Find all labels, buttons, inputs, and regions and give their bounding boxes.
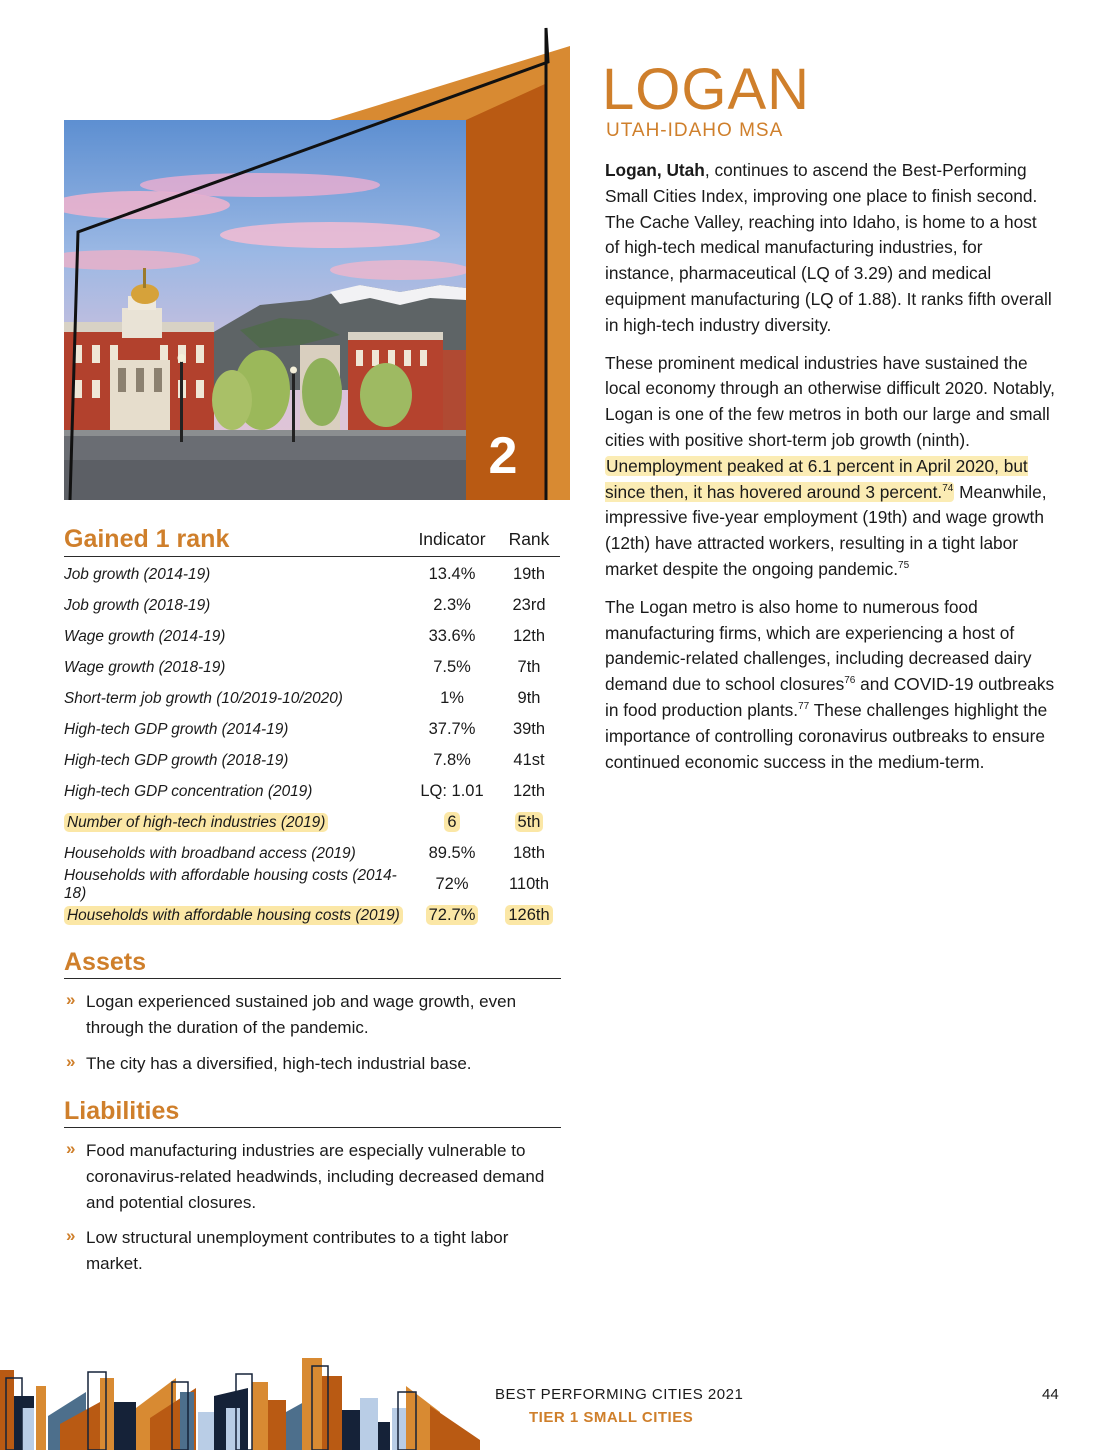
rank-value [498, 906, 560, 925]
city-title: LOGAN [602, 57, 811, 122]
rank-value [498, 782, 560, 801]
body-text [605, 158, 1055, 787]
indicator-value-text: 37.7% [428, 720, 476, 738]
table-row [64, 621, 560, 652]
table-row [64, 807, 560, 838]
chevron-bullet-icon: » [66, 1051, 76, 1071]
row-label [64, 566, 406, 584]
liability-item: Low structural unemployment contributes to a tight labor market. [86, 1228, 509, 1274]
indicator-value-text: 6 [444, 812, 459, 832]
chevron-bullet-icon: » [66, 990, 76, 1009]
indicator-value [406, 720, 498, 739]
row-label-text: Wage growth (2018-19) [64, 658, 226, 676]
liabilities-section [64, 1097, 561, 1277]
indicator-value [406, 627, 498, 646]
row-label [64, 597, 406, 615]
rank-value [498, 627, 560, 646]
rank-column-header: Rank [508, 529, 550, 549]
row-label [64, 845, 406, 863]
rank-value [498, 658, 560, 677]
footnote-77[interactable]: 77 [798, 701, 810, 713]
rank-value-text: 23rd [512, 596, 546, 614]
table-row [64, 776, 560, 807]
row-label [64, 690, 406, 708]
row-label-text: High-tech GDP concentration (2019) [64, 782, 313, 800]
rank-value-text: 12th [512, 627, 546, 645]
p3-text-a: The Logan metro is also home to numerous food manufacturing firms, which are experiencing a host of pandemic-related challenges, including decreased dairy demand due to school closures [605, 596, 1032, 695]
footer-title: BEST PERFORMING CITIES 2021 [495, 1386, 744, 1403]
indicator-value-text: LQ: 1.01 [420, 782, 484, 800]
row-label [64, 783, 406, 801]
indicator-table [64, 520, 560, 931]
assets-bullet [64, 1051, 561, 1077]
chevron-bullet-icon: » [66, 1226, 76, 1246]
liability-item: Food manufacturing industries are especially vulnerable to coronavirus-related headwinds, including decreased demand and potential closures. [86, 1141, 545, 1212]
indicator-value [406, 751, 498, 770]
row-label [64, 659, 406, 677]
table-row [64, 866, 560, 902]
p1-text: , continues to ascend the Best-Performing Small Cities Index, improving one place to finish second. The Cache Valley, reaching into Idaho, is home to a host of high-tech medical manufacturing industries, for instance, pharmaceutical (LQ of 3.29) and medical equipment manufacturing (LQ of 1.88). It ranks fifth overall in high-tech industry diversity. [605, 160, 1052, 335]
table-row [64, 745, 560, 776]
row-label [64, 867, 406, 903]
p2-text-a: These prominent medical industries have sustained the local economy through an otherwise difficult 2020. Notably, Logan is one of the few metros in both our large and small cities with positive short-term job growth (ninth). [605, 352, 1055, 450]
liabilities-bullet [64, 1225, 561, 1277]
table-row [64, 559, 560, 590]
row-label [64, 814, 406, 832]
table-row [64, 714, 560, 745]
table-row [64, 900, 560, 931]
assets-section [64, 948, 561, 1076]
rank-number: 2 [488, 427, 518, 485]
footnote-74[interactable]: 74 [942, 482, 954, 494]
table-body [64, 559, 560, 931]
p2-highlight-text: Unemployment peaked at 6.1 percent in April 2020, but since then, it has hovered around 3 percent. [605, 455, 1028, 502]
row-label [64, 721, 406, 739]
row-label-text: High-tech GDP growth (2018-19) [64, 751, 289, 769]
city-bold: Logan, Utah [605, 160, 705, 180]
rank-value [498, 596, 560, 615]
table-header [64, 520, 560, 557]
rank-value-text: 126th [505, 905, 552, 925]
assets-title: Assets [64, 948, 561, 979]
rank-value-text: 5th [515, 812, 544, 832]
p2-text-b: Meanwhile, impressive five-year employment (19th) and wage growth (12th) have attracted workers, resulting in a tight labor market despite the ongoing pandemic. [605, 481, 1047, 579]
table-row [64, 652, 560, 683]
table-row [64, 838, 560, 869]
indicator-value [406, 658, 498, 677]
liabilities-title: Liabilities [64, 1097, 561, 1128]
table-row [64, 683, 560, 714]
indicator-value [406, 782, 498, 801]
rank-value [498, 689, 560, 708]
indicator-value-text: 1% [440, 689, 464, 707]
indicator-column-header: Indicator [418, 529, 486, 549]
footnote-75[interactable]: 75 [898, 560, 910, 572]
footer-skyline-graphic [0, 1352, 480, 1450]
table-row [64, 590, 560, 621]
rank-value-text: 12th [512, 782, 546, 800]
indicator-value-text: 2.3% [433, 596, 471, 614]
rank-value-text: 9th [517, 689, 541, 707]
row-label-text: Households with affordable housing costs (2019) [64, 906, 403, 925]
footer-subtitle: TIER 1 SMALL CITIES [529, 1409, 694, 1426]
row-label-text: High-tech GDP growth (2014-19) [64, 720, 289, 738]
indicator-value-text: 13.4% [428, 565, 476, 583]
rank-value [498, 565, 560, 584]
p3-text-b: and COVID-19 outbreaks in food production plants. [605, 674, 1055, 720]
row-label-text: Wage growth (2014-19) [64, 627, 226, 645]
indicator-value [406, 689, 498, 708]
indicator-value [406, 875, 498, 894]
indicator-value-text: 72% [435, 875, 469, 893]
rank-value [498, 844, 560, 863]
rank-value-text: 41st [513, 751, 545, 769]
rank-value [498, 720, 560, 739]
page-number: 44 [1042, 1386, 1059, 1403]
row-label [64, 907, 406, 925]
asset-item: Logan experienced sustained job and wage growth, even through the duration of the pandemic. [86, 992, 517, 1037]
city-subtitle: UTAH-IDAHO MSA [606, 120, 784, 141]
indicator-value [406, 906, 498, 925]
p3-text-c: These challenges highlight the importance of controlling coronavirus outbreaks to ensure continued economic success in the medium-term. [605, 699, 1048, 772]
row-label-text: Number of high-tech industries (2019) [64, 813, 328, 832]
rank-value [498, 875, 560, 894]
row-label [64, 628, 406, 646]
row-label-text: Households with broadband access (2019) [64, 844, 356, 862]
indicator-value [406, 813, 498, 832]
rank-value-text: 110th [508, 875, 550, 893]
row-label-text: Households with affordable housing costs (2014-18) [64, 866, 397, 902]
rank-value-text: 18th [512, 844, 546, 862]
paragraph-1 [605, 158, 1055, 339]
rank-value [498, 751, 560, 770]
row-label-text: Job growth (2014-19) [64, 565, 211, 583]
city-photo [40, 120, 470, 500]
liabilities-bullet [64, 1138, 561, 1215]
indicator-value [406, 565, 498, 584]
paragraph-2 [605, 351, 1055, 583]
chevron-bullet-icon: » [66, 1139, 76, 1158]
indicator-value [406, 844, 498, 863]
gained-rank-title: Gained 1 rank [64, 525, 230, 553]
row-label [64, 752, 406, 770]
rank-value-text: 19th [512, 565, 546, 583]
row-label-text: Short-term job growth (10/2019-10/2020) [64, 689, 343, 707]
rank-value-text: 39th [512, 720, 546, 738]
indicator-value-text: 7.5% [433, 658, 471, 676]
indicator-value-text: 7.8% [433, 751, 471, 769]
indicator-value-text: 89.5% [428, 844, 476, 862]
row-label-text: Job growth (2018-19) [64, 596, 211, 614]
rank-value-text: 7th [517, 658, 541, 676]
paragraph-3 [605, 595, 1055, 776]
footnote-76[interactable]: 76 [844, 675, 856, 687]
indicator-value [406, 596, 498, 615]
asset-item: The city has a diversified, high-tech industrial base. [86, 1053, 472, 1073]
indicator-value-text: 72.7% [426, 905, 479, 925]
assets-bullet [64, 989, 561, 1041]
rank-value [498, 813, 560, 832]
indicator-value-text: 33.6% [428, 627, 476, 645]
